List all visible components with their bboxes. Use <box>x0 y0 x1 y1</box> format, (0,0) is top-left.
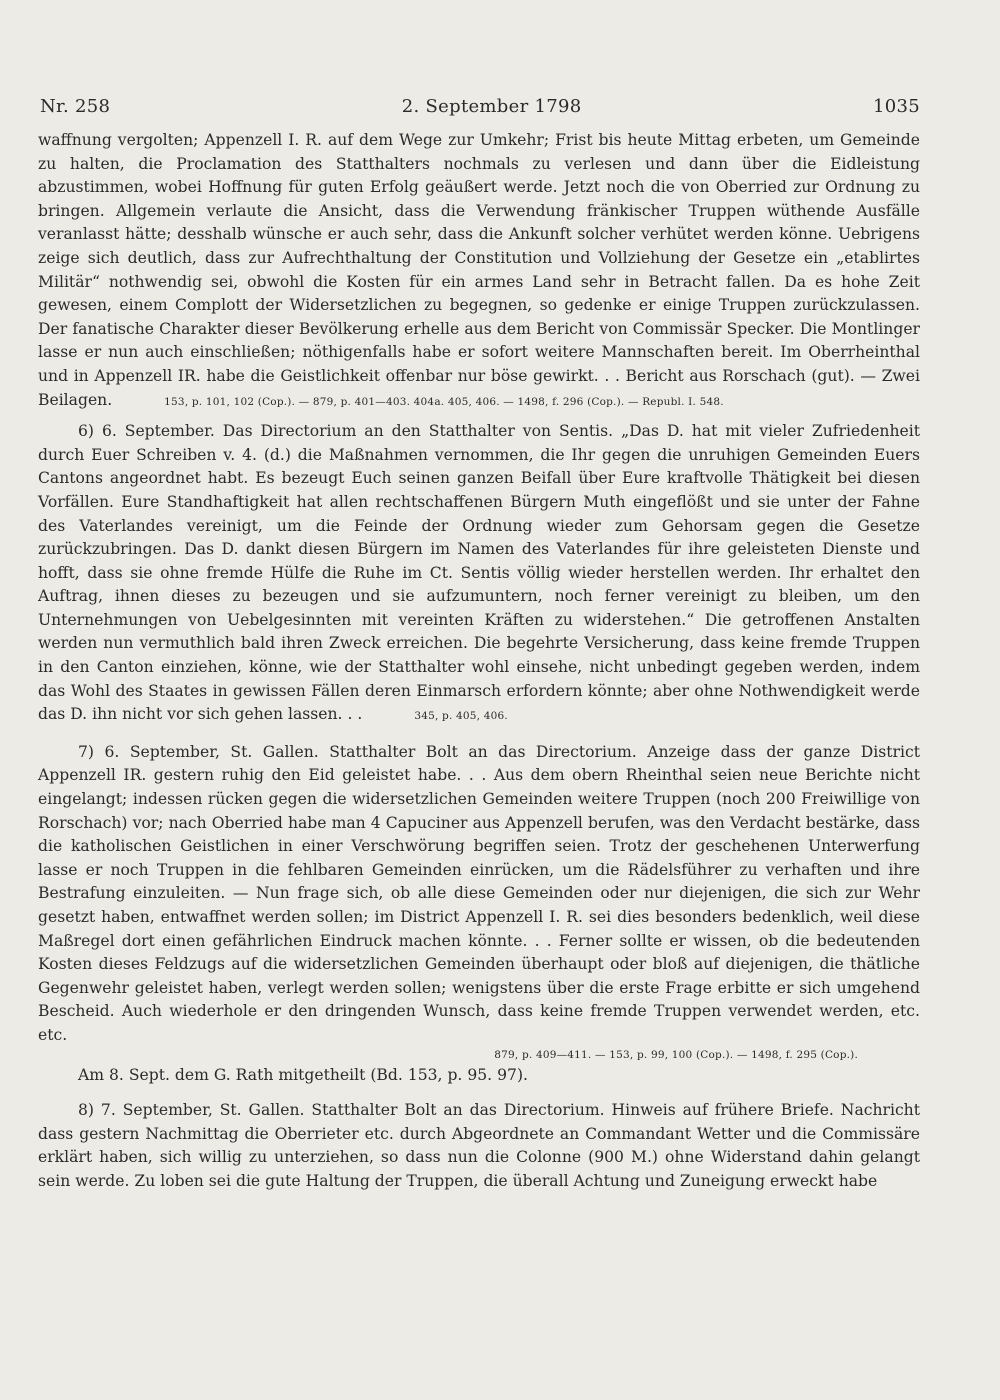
running-head <box>38 96 920 117</box>
body-text <box>38 129 920 1194</box>
paragraph-text: waffnung vergolten; Appenzell I. R. auf dem Wege zur Umkehr; Frist bis heute Mittag erbeten, um Gemeinde zu halten, die Proclamation des Statthalters nochmals zu verlesen und dann über die Eidleistung abzustimmen, wobei Hoffnung für guten Erfolg geäußert werde. Jetzt noch die von Oberried zur Ordnung zu bringen. Allgemein verlaute die Ansicht, dass die Verwendung fränkischer Truppen wüthende Ausfälle veranlasst hätte; desshalb wünsche er auch sehr, dass die Ankunft solcher verhütet werden könne. Uebrigens zeige sich deutlich, dass zur Aufrechthaltung der Constitution und Vollziehung der Gesetze ein „etablirtes Militär“ nothwendig sei, obwohl die Kosten für ein armes Land sehr in Betracht fallen. Da es hohe Zeit gewesen, einem Complott der Widersetzlichen zu begegnen, so gedenke er einige Truppen zurückzulassen. Der fanatische Charakter dieser Bevölkerung erhelle aus dem Bericht von Commissär Specker. Die Montlinger lasse er nun auch einschließen; nöthigenfalls habe er sofort weitere Mannschaften bereit. Im Oberrheinthal und in Appenzell IR. habe die Geistlichkeit offenbar nur böse gewirkt. . . Bericht aus Rorschach (gut). — Zwei Beilagen. <box>38 131 920 409</box>
paragraph-text: 6) 6. September. Das Directorium an den Statthalter von Sentis. „Das D. hat mit vieler Zufriedenheit durch Euer Schreiben v. 4. (d.) die Maßnahmen vernommen, die Ihr gegen die unruhigen Gemeinden Euers Cantons angeordnet habt. Es bezeugt Euch seinen ganzen Beifall über Eure kraftvolle Thätigkeit bei diesen Vorfällen. Eure Standhaftigkeit hat allen rechtschaffenen Bürgern Muth eingeflößt und sie unter der Fahne des Vaterlandes vereinigt, um die Feinde der Ordnung wieder zum Gehorsam gegen die Gesetze zurückzubringen. Das D. dankt diesen Bürgern im Namen des Vaterlandes für ihre geleisteten Dienste und hofft, dass sie ohne fremde Hülfe die Ruhe im Ct. Sentis völlig wieder herstellen werden. Ihr erhaltet den Auftrag, ihnen dieses zu bezeugen und sie aufzumuntern, noch ferner vereinigt zu bleiben, um den Unternehmungen von Uebelgesinnten mit vereinten Kräften zu widerstehen.“ Die getroffenen Anstalten werden nun vermuthlich bald ihren Zweck erreichen. Die begehrte Versicherung, dass keine fremde Truppen in den Canton einziehen, könne, wie der Statthalter wohl einsehe, nicht unbedingt gegeben werden, indem das Wohl des Staates in gewissen Fällen deren Einmarsch erfordern könnte; aber ohne Nothwendigkeit werde das D. ihn nicht vor sich gehen lassen. . . <box>38 422 920 724</box>
source-reference: 345, p. 405, 406. <box>414 710 508 723</box>
page-number: 1035 <box>872 96 920 117</box>
paragraph-text: 8) 7. September, St. Gallen. Statthalter Bolt an das Directorium. Hinweis auf frühere Briefe. Nachricht dass gestern Nachmittag die Oberrieter etc. durch Abgeordnete an Commandant Wetter und die Commissäre erklärt haben, sich willig zu unterziehen, so dass nun die Colonne (900 M.) ohne Widerstand dahin gelangt sein werde. Zu loben sei die gute Haltung der Truppen, die überall Achtung und Zuneigung erweckt habe <box>38 1101 920 1190</box>
paragraph-text: 7) 6. September, St. Gallen. Statthalter Bolt an das Directorium. Anzeige dass der ganze District Appenzell IR. gestern ruhig den Eid geleistet habe. . . Aus dem obern Rheinthal seien neue Berichte nicht eingelangt; indessen rücken gegen die widersetzlichen Gemeinden weitere Truppen (noch 200 Freiwillige von Rorschach) vor; nach Oberried habe man 4 Capuciner aus Appenzell berufen, was den Verdacht bestärke, dass die katholischen Geistlichen in einer Verschwörung begriffen seien. Trotz der geschehenen Unterwerfung lasse er noch Truppen in die fehlbaren Gemeinden einrücken, um die Rädelsführer zu verhaften und ihre Bestrafung einzuleiten. — Nun frage sich, ob alle diese Gemeinden oder nur diejenigen, die sich zur Wehr gesetzt haben, entwaffnet werden sollen; im District Appenzell I. R. sei dies besonders bedenklich, weil diese Maßregel dort einen gefährlichen Eindruck machen könnte. . . Ferner sollte er wissen, ob die bedeutenden Kosten dieses Feldzugs auf die widersetzlichen Gemeinden überhaupt oder bloß auf diejenigen, die thätliche Gegenwehr geleistet haben, verlegt werden sollen; wenigstens über die erste Frage erbitte er sich umgehend Bescheid. Auch wiederhole er den dringenden Wunsch, dass keine fremde Truppen verwendet werden, etc. etc. <box>38 742 920 1044</box>
source-reference: 153, p. 101, 102 (Cop.). — 879, p. 401—403. 404a. 405, 406. — 1498, f. 296 (Cop.). — Republ. I. 548. <box>164 395 724 408</box>
paragraph-entry-6 <box>38 420 920 729</box>
paragraph-continuation <box>38 129 920 414</box>
editorial-note: Am 8. Sept. dem G. Rath mitgetheilt (Bd. 153, p. 95. 97). <box>78 1065 528 1084</box>
paragraph-entry-7 <box>38 741 920 1048</box>
document-date: 2. September 1798 <box>401 96 582 117</box>
document-number: Nr. 258 <box>40 96 111 117</box>
source-reference: 879, p. 409—411. — 153, p. 99, 100 (Cop.). — 1498, f. 295 (Cop.). <box>494 1048 858 1061</box>
paragraph-entry-8 <box>38 1099 920 1193</box>
